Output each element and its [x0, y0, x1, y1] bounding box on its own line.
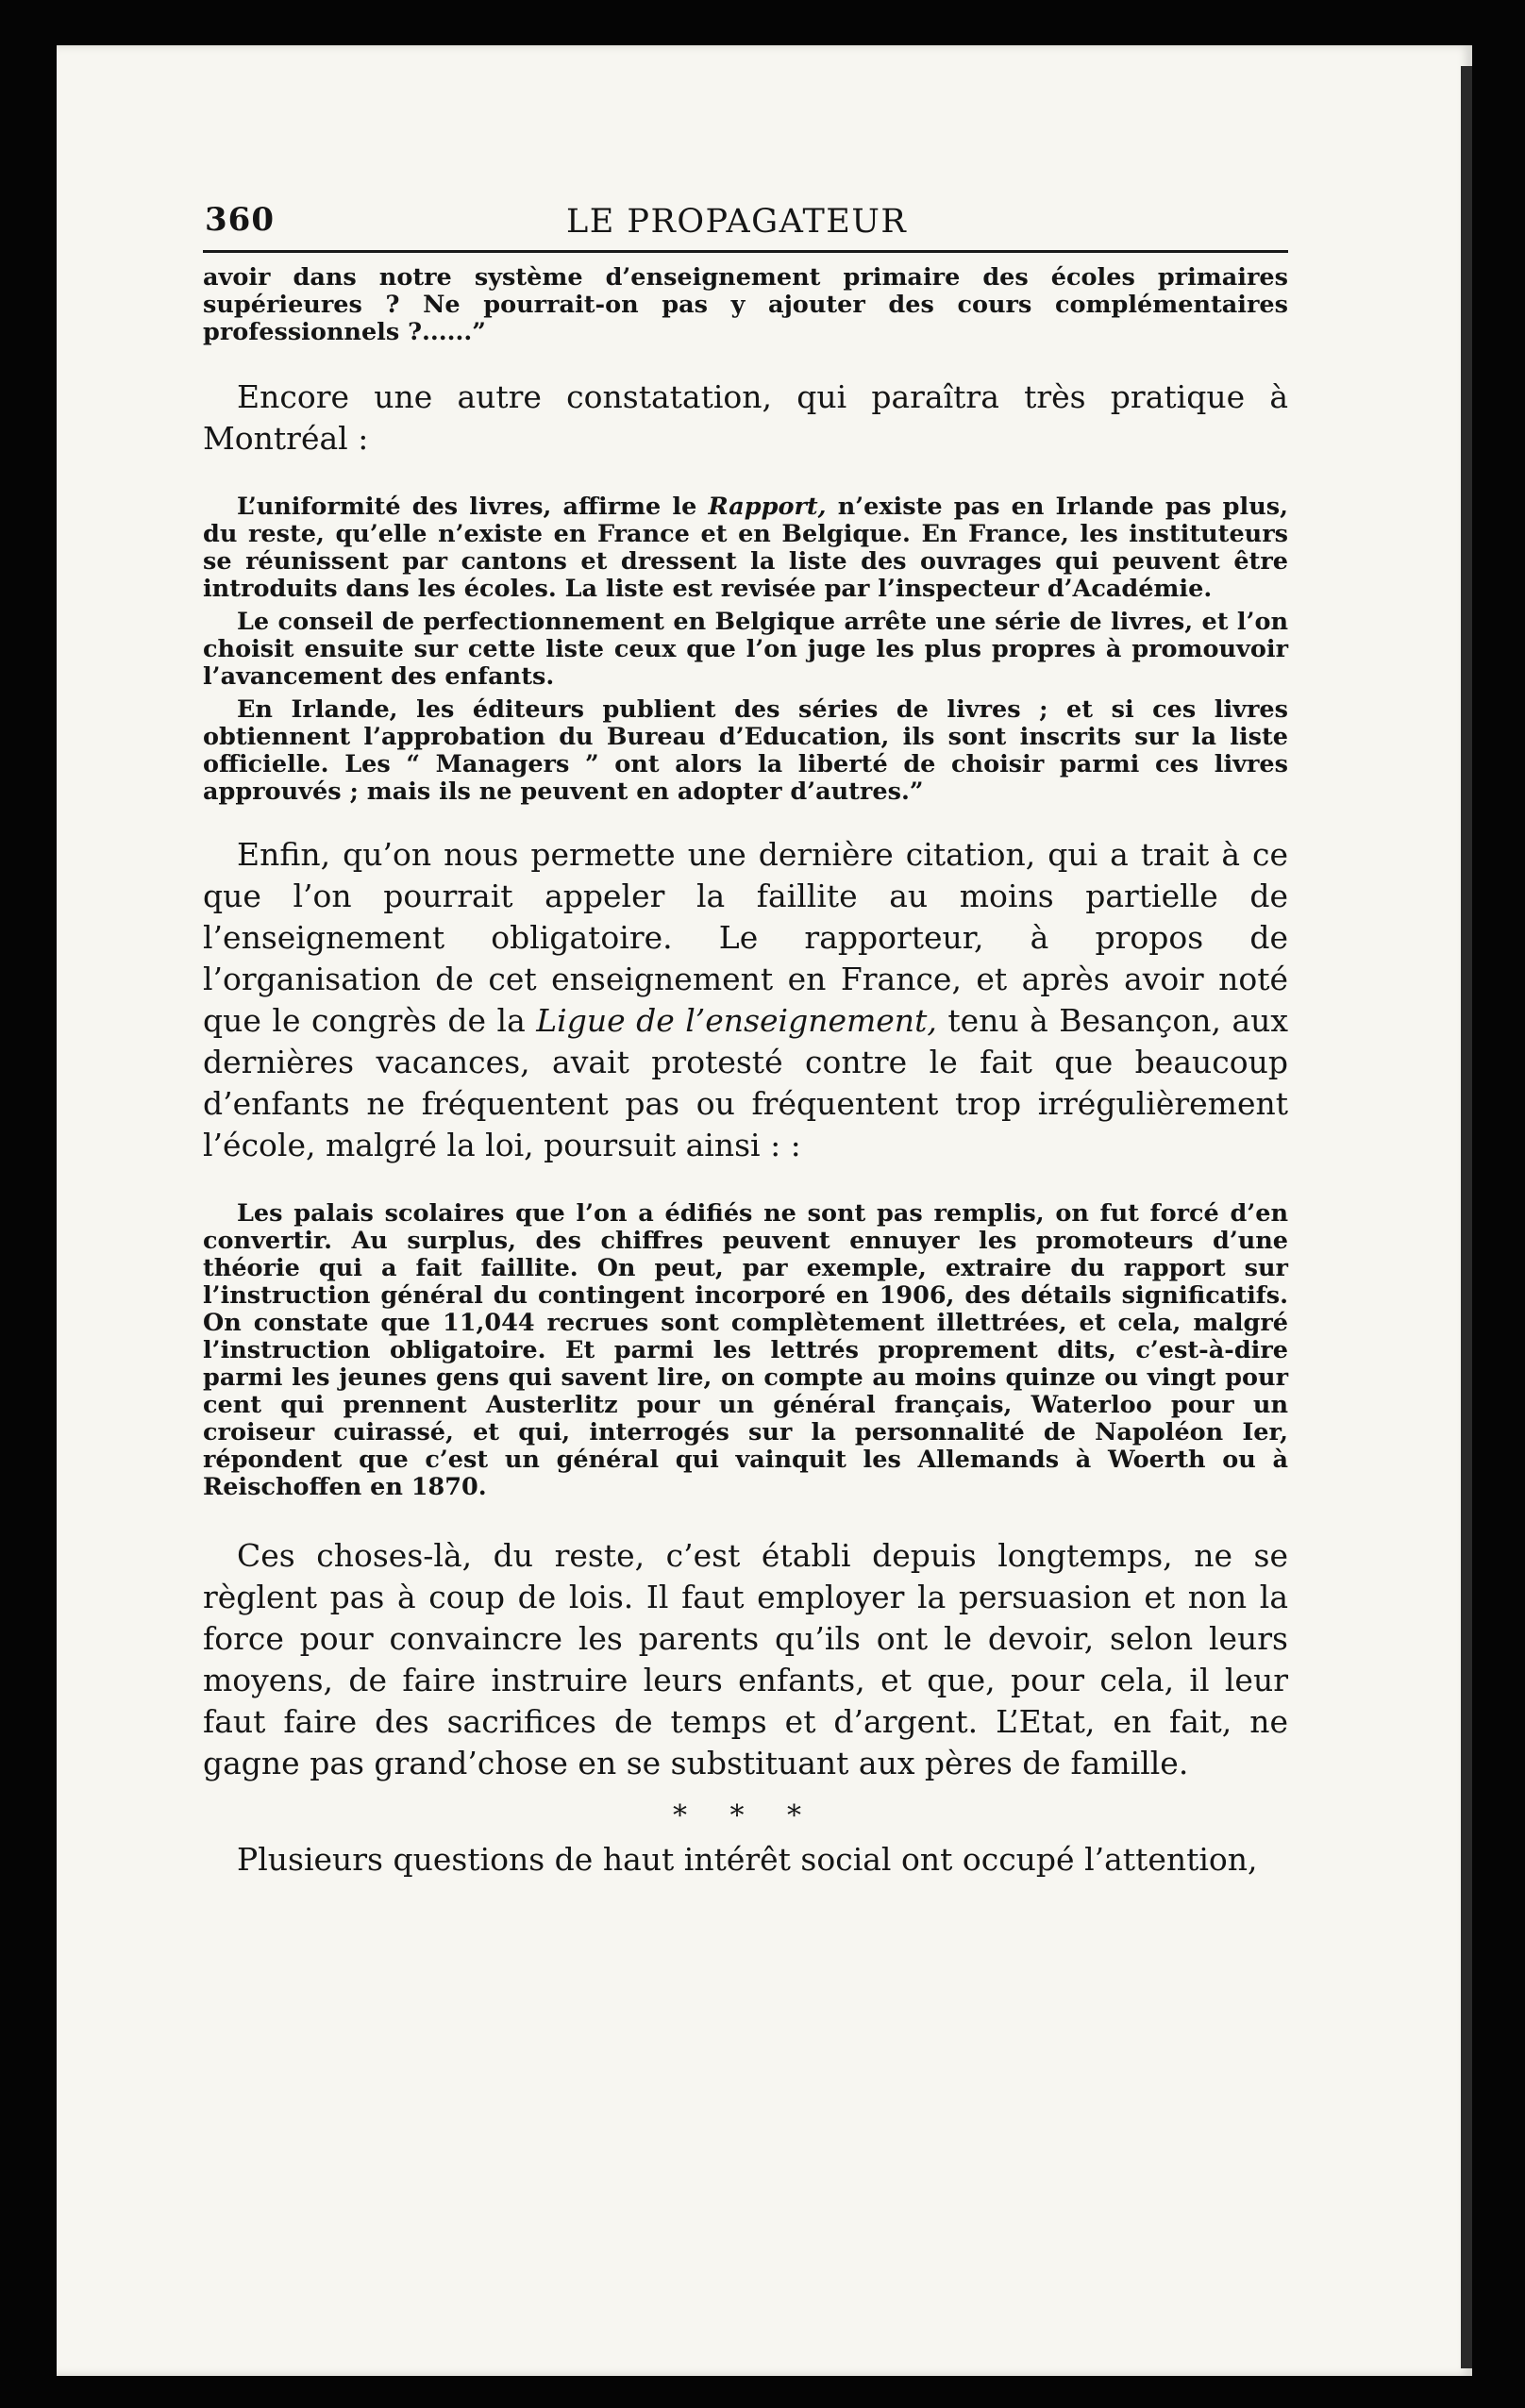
paragraph-citation: Enfin, qu’on nous permette une dernière citation, qui a trait à ce que l’on pourrait appeler la faillite au moins partielle de l’enseignement obligatoire. Le rapporteur, à propos de l’organisation de cet enseignement en France, et après avoir noté que le congrès de la Ligue de l’enseignement, tenu à Besançon, aux dernières vacances, avait protesté contre le fait que beaucoup d’enfants ne fréquentent pas ou fréquentent trop irrégulièrement l’école, malgré la loi, poursuit ainsi : :: [203, 836, 1288, 1163]
quote-uniformite-p1: L’uniformité des livres, affirme le Rapport, n’existe pas en Irlande pas plus, du reste, qu’elle n’existe en France et en Belgique. En France, les instituteurs se réunissent par cantons et dressent la liste des ouvrages qui peuvent être introduits dans les écoles. La liste est revisée par l’inspecteur d’Académie.: [203, 493, 1288, 603]
paragraph-choses: Ces choses-là, du reste, c’est établi depuis longtemps, ne se règlent pas à coup de lois. Il faut employer la persuasion et non la force pour convaincre les parents qu’ils ont le devoir, selon leurs moyens, de faire instruire leurs enfants, et que, pour cela, il leur faut faire des sacrifices de temps et d’argent. L’Etat, en fait, ne gagne pas grand’chose en se substituant aux pères de famille.: [203, 1537, 1288, 1781]
page-content: [203, 184, 1288, 1881]
continued-quote-text: avoir dans notre système d’enseignement primaire des écoles primaires supérieures ? Ne pourrait-on pas y ajouter des cours complémentaires professionnels ?......”: [203, 263, 1288, 346]
rapport-italic: Rapport,: [708, 493, 827, 521]
page-header: [203, 184, 1288, 253]
ligue-italic: Ligue de l’enseignement,: [536, 1002, 937, 1039]
quote-uniformite: [203, 493, 1288, 806]
paragraph-constatation: Encore une autre constatation, qui paraîtra très pratique à Montréal :: [203, 378, 1288, 457]
page-edge: [1461, 66, 1472, 2368]
quote-palais-text: Les palais scolaires que l’on a édifiés ne sont pas remplis, on fut forcé d’en convertir. Au surplus, des chiffres peuvent ennuyer les promoteurs d’une théorie qui a fait faillite. On peut, par exemple, extraire du rapport sur l’instruction général du contingent incorporé en 1906, des détails significatifs. On constate que 11,044 recrues sont complètement illettrées, et cela, malgré l’instruction obligatoire. Et parmi les lettrés proprement dits, c’est-à-dire parmi les jeunes gens qui savent lire, on compte au moins quinze ou vingt pour cent qui prennent Austerlitz pour un général français, Waterloo pour un croiseur cuirassé, et qui, interrogés sur la personnalité de Napoléon Ier, répondent que c’est un général qui vainquit les Allemands à Woerth ou à Reischoffen en 1870.: [203, 1199, 1288, 1501]
section-separator: * * *: [672, 1799, 819, 1832]
paragraph-questions: Plusieurs questions de haut intérêt social ont occupé l’attention,: [237, 1841, 1258, 1878]
page-number: 360: [205, 201, 275, 239]
quote-uniformite-p2: Le conseil de perfectionnement en Belgique arrête une série de livres, et l’on choisit ensuite sur cette liste ceux que l’on juge les plus propres à promouvoir l’avancement des enfants.: [203, 608, 1288, 691]
running-title: LE PROPAGATEUR: [566, 203, 908, 241]
continued-quote: [203, 264, 1288, 346]
quote-uniformite-p3: En Irlande, les éditeurs publient des séries de livres ; et si ces livres obtiennent l’approbation du Bureau d’Education, ils sont inscrits sur la liste officielle. Les “ Managers ” ont alors la liberté de choisir parmi ces livres approuvés ; mais ils ne peuvent en adopter d’autres.”: [203, 695, 1288, 806]
quote-palais-scolaires: [203, 1200, 1288, 1501]
